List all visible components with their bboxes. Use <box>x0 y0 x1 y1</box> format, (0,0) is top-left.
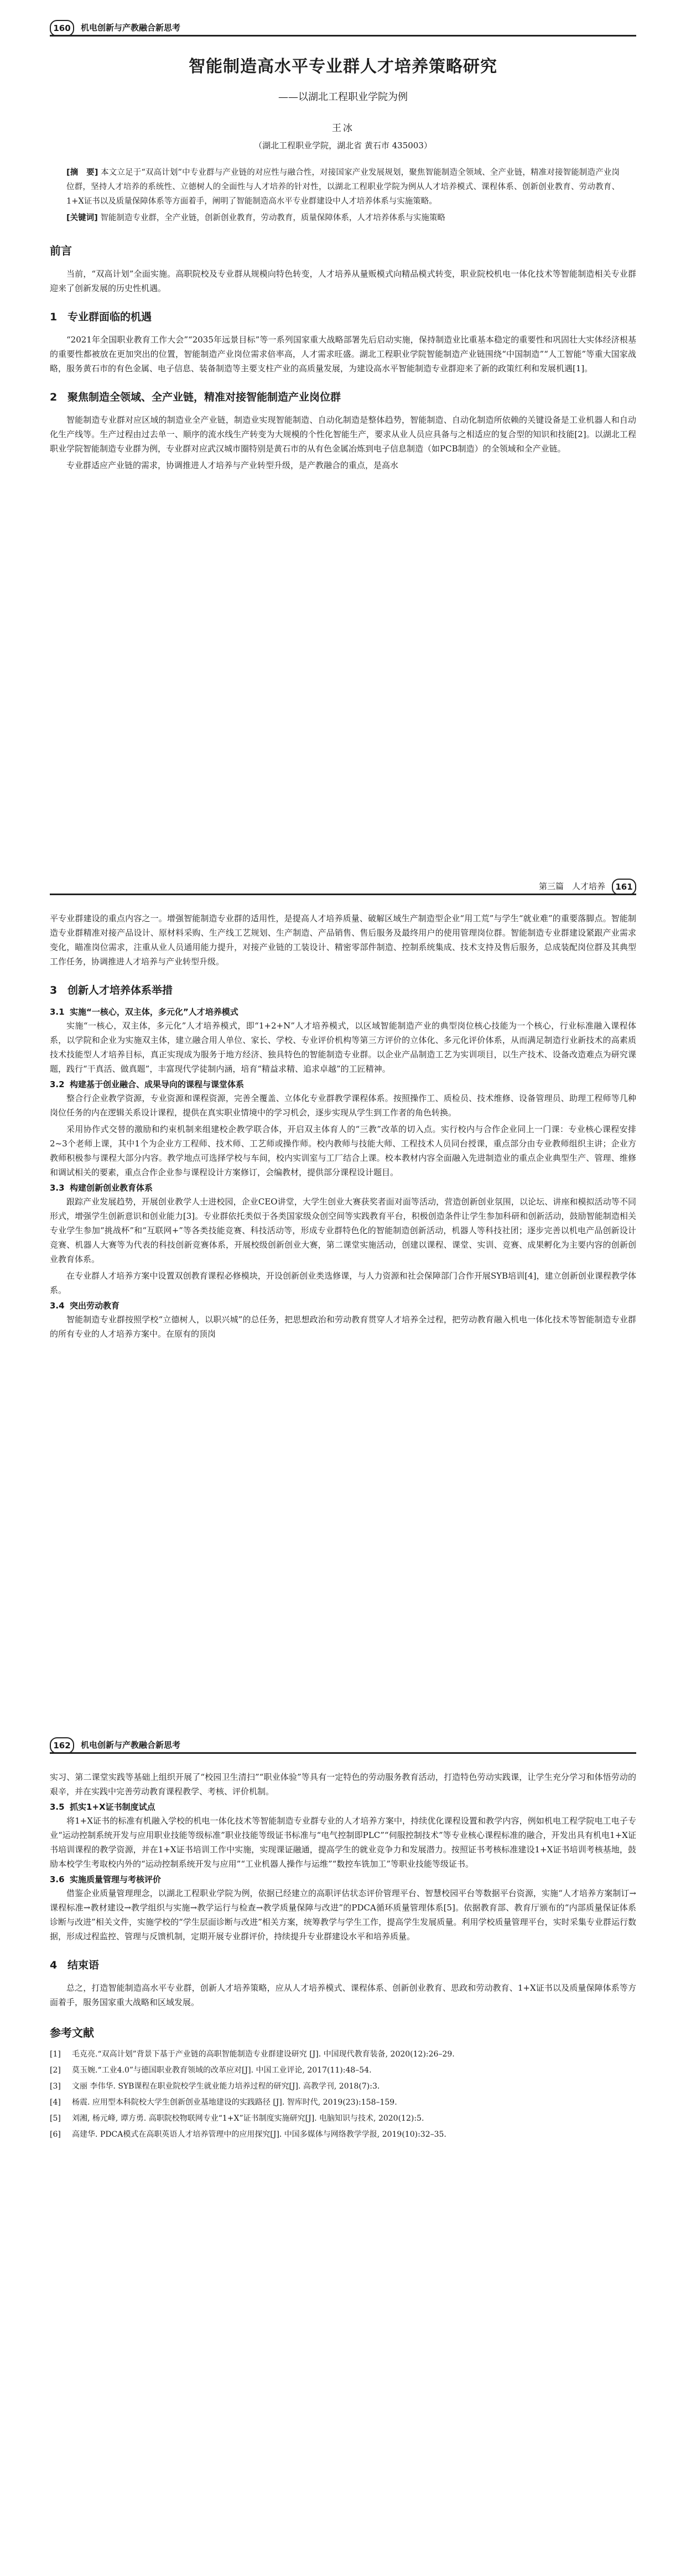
keywords-text: 智能制造专业群，全产业链，创新创业教育，劳动教育，质量保障体系，人才培养体系与实施策略 <box>100 214 445 222</box>
subsection-number: 3.3 <box>50 1183 65 1193</box>
reference-text: 毛克亮.“双高计划”背景下基于产业链的高职智能制造专业群建设研究 [J]. 中国现代教育装备, 2020(12):26–29. <box>72 2050 455 2059</box>
page-160 <box>0 0 686 859</box>
article-author: 王冰 <box>332 123 354 134</box>
section-heading-preface: 前言 <box>50 244 72 257</box>
paragraph: 平专业群建设的重点内容之一。增强智能制造专业群的适用性，是提高人才培养质量、破解区域生产制造型企业“用工荒”与学生“就业难”的重要落脚点。智能制造专业群精准对接产品设计、原材料采购、生产线工艺规划、生产制造、产品销售、售后服务及最终用户的使用管理岗位群。智能制造专业群建设紧跟产业需求变化，瞄准岗位需求，注重从业人员通用能力提升，对接产业链的工装设计、精密零部件制造、控制系统集成、技术支持及售后服务，总成装配岗位群及其典型工作任务，协调推进人才培养与产业转型升级。 <box>50 913 636 967</box>
section-number: 4 <box>50 1959 58 1971</box>
page-header <box>50 879 636 895</box>
running-title: 机电创新与产教融合新思考 <box>81 23 181 33</box>
page-content <box>50 53 636 475</box>
subsection-title: 实施“一核心，双主体，多元化”人才培养模式 <box>70 1007 238 1017</box>
running-title: 第三篇 人才培养 <box>538 881 605 891</box>
subsection-title: 构建基于创业融合、成果导向的课程与课堂体系 <box>70 1079 245 1089</box>
keywords <box>66 211 620 225</box>
page-header <box>50 1737 636 1754</box>
reference-number: [1] <box>50 2050 61 2059</box>
reference-item <box>50 2112 636 2126</box>
subsection-heading-3-4 <box>50 1300 636 1311</box>
references-heading: 参考文献 <box>50 2026 94 2039</box>
reference-number: [2] <box>50 2066 61 2075</box>
header-rule <box>50 35 636 37</box>
subsection-number: 3.1 <box>50 1007 65 1017</box>
reference-item <box>50 2064 636 2078</box>
abstract-label: [摘 要] <box>66 168 98 177</box>
paragraph: 在专业群人才培养方案中设置双创教育课程必修模块，开设创新创业类选修课，与人力资源和社会保障部门合作开展SYB培训[4]，建立创新创业课程教学体系。 <box>50 1271 636 1295</box>
article-title: 智能制造高水平专业群人才培养策略研究 <box>189 57 497 76</box>
reference-item <box>50 2096 636 2110</box>
paragraph: 总之，打造智能制造高水平专业群，创新人才培养策略，应从人才培养模式、课程体系、创新创业教育、思政和劳动教育、1+X证书以及质量保障体系等方面着手，服务国家重大战略和区域发展。 <box>50 1983 636 2007</box>
paragraph: 当前，“双高计划”全面实施。高职院校及专业群从规模向特色转变，人才培养从量贩模式向精品模式转变，职业院校机电一体化技术等智能制造相关专业群迎来了创新发展的历史性机遇。 <box>50 269 636 293</box>
paragraph: 将1+X证书的标准有机融入学校的机电一体化技术等智能制造专业群专业的人才培养方案中，持续优化课程设置和教学内容，例如机电工程学院电工电子专业“运动控制系统开发与应用职业技能等级标准”职业技能等级证书标准与“电气控制即PLC”“伺服控制技术”等专业核心课程标准的融合，开发出具有机电1+X证书培训课程的教学资源，并在1+X证书培训工作中实施，实现课证融通，提高学生的就业竞争力和发展潜力。按照证书考核标准建设1+X证书培训考核基地，鼓励本校学生考取校内外的“运动控制系统开发与应用”“工业机器人操作与运维”“数控车铣加工”等职业技能等级证书。 <box>50 1816 636 1869</box>
paragraph: 智能制造专业群按照学校“立德树人，以职兴城”的总任务，把思想政治和劳动教育贯穿人才培养全过程，把劳动教育融入机电一体化技术等智能制造专业群的所有专业的人才培养方案中。在原有的顶岗 <box>50 1315 636 1339</box>
subsection-title: 实施质量管理与考核评价 <box>70 1874 162 1884</box>
reference-item <box>50 2080 636 2094</box>
reference-text: 刘湘, 杨元峰, 谭方勇. 高职院校物联网专业“1+X”证书制度实施研究[J]. 电脑知识与技术, 2020(12):5. <box>72 2114 424 2123</box>
article-subtitle: ——以湖北工程职业学院为例 <box>278 91 408 103</box>
subsection-title: 构建创新创业教育体系 <box>70 1183 153 1193</box>
reference-text: 杨震. 应用型本科院校大学生创新创业基地建设的实践路径 [J]. 智库时代, 2019(23):158–159. <box>72 2098 397 2107</box>
paragraph: 整合行企业教学资源，专业资源和课程资源，完善全覆盖、立体化专业群教学课程体系。按照操作工、质检员、技术维修、设备管理员、助理工程师等几种岗位任务的内在逻辑关系设计课程，提供在真实职业情境中的学习机会，逐步实现从学生到工作者的角色转换。 <box>50 1093 636 1118</box>
abstract-text: 本文立足于“双高计划”中专业群与产业链的对应性与融合性，对接国家产业发展规划，聚焦智能制造全领域、全产业链，精准对接智能制造产业岗位群，坚持人才培养的系统性、立德树人的全面性与人才培养的针对性，以湖北工程职业学院为例从人才培养模式、课程体系、创新创业教育、劳动教育、1+X证书以及质量保障体系等方面着手，阐明了智能制造高水平专业群建设中人才培养体系与实施策略。 <box>66 168 620 206</box>
page-number: 160 <box>50 20 74 37</box>
page-number: 162 <box>50 1737 74 1754</box>
section-number: 1 <box>50 311 58 323</box>
reference-text: 高建华. PDCA模式在高职英语人才培养管理中的应用探究[J]. 中国多媒体与网络教学学报, 2019(10):32–35. <box>72 2130 446 2139</box>
section-number: 2 <box>50 391 58 403</box>
paragraph: 借鉴企业质量管理理念，以湖北工程职业学院为例，依据已经建立的高职评估状态评价管理平台、智慧校园平台等数据平台资源，实施“人才培养方案制订→课程标准→教材建设→教学组织与实施→教学运行与检查→教学质量保障与改进”的PDCA循环质量管理体系[5]。依据教育部、教育厅颁布的“内部质量保证体系诊断与改进”相关文件，实施学校的“学生层面诊断与改进”相关方案，统筹教学与学生工作，提高学生发展质量。利用学校质量管理平台，实时采集专业群运行数据，形成过程监控、管理与反馈机制，定期开展专业群评价，持续提升专业群建设水平和培养质量。 <box>50 1888 636 1941</box>
keywords-label: [关键词] <box>66 214 98 222</box>
reference-number: [6] <box>50 2130 61 2139</box>
subsection-heading-3-5 <box>50 1801 636 1812</box>
subsection-heading-3-2 <box>50 1078 636 1090</box>
section-title: 专业群面临的机遇 <box>67 311 152 323</box>
reference-item <box>50 2128 636 2142</box>
reference-number: [3] <box>50 2082 61 2091</box>
section-heading-4 <box>50 1957 636 1972</box>
paragraph: 实施“一核心，双主体，多元化”人才培养模式，即“1+2+N”人才培养模式，以区域智能制造产业的典型岗位核心技能为一个核心，行业标准融入课程体系，以学院和企业为实施双主体，建立融合用人单位、家长、学校、专业评价机构等第三方评价的立体化、多元化评价体系，从而满足制造行业新技术的高素质技术技能型人才培养目标，真正实现成为服务于地方经济、独具特色的智能制造专业群。以企业产品制造工艺为实训项目，以生产技术、设备改造难点为研究课题，践行“干真活、做真题”，丰富现代学徒制内涵，培育“精益求精、追求卓越”的工匠精神。 <box>50 1021 636 1074</box>
header-rule <box>50 894 636 895</box>
paragraph: 专业群适应产业链的需求，协调推进人才培养与产业转型升级，是产教融合的重点，是高水 <box>66 460 399 470</box>
section-number: 3 <box>50 984 58 996</box>
author-affiliation: （湖北工程职业学院，湖北省 黄石市 435003） <box>254 141 432 150</box>
header-rule <box>50 1752 636 1754</box>
subsection-heading-3-3 <box>50 1182 636 1193</box>
reference-text: 文丽 李伟华. SYB课程在职业院校学生就业能力培养过程的研究[J]. 高教学刊, 2018(7):3. <box>72 2082 380 2091</box>
subsection-number: 3.4 <box>50 1301 65 1311</box>
section-title: 结束语 <box>67 1959 100 1971</box>
section-heading-2 <box>50 389 636 404</box>
section-title: 聚焦制造全领域、全产业链，精准对接智能制造产业岗位群 <box>67 391 341 403</box>
subsection-title: 抓实1+X证书制度试点 <box>70 1802 155 1812</box>
section-heading-3 <box>50 982 636 997</box>
paragraph: 实习、第二课堂实践等基础上组织开展了“校园卫生清扫”“职业体验”等具有一定特色的劳动服务教育活动，打造特色劳动实践课，让学生充分学习和体悟劳动的艰辛，并在实践中完善劳动教育课程教学、考核、评价机制。 <box>50 1772 636 1796</box>
abstract <box>66 165 620 209</box>
paragraph: 采用协作式交替的激励和约束机制来组建校企教学联合体，开启双主体育人的“三教”改革的切入点。实行校内与合作企业同上一门课：专业核心课程安排2~3个老师上课，其中1个为企业方工程师、技术师、工艺师或操作师。校内教师与技能大师、工程技术人员同台授课，重点部分由专业教师组织主讲；企业方教师积极参与课程大部分内容。教学地点可选择学校与车间，校内实训室与工厂结合上课。校本教材内容全面融入先进制造业的重点企业典型生产、管理、维修和调试相关的要素，重点合作企业参与课程设计方案修订，会编教材，提供部分课程设计题目。 <box>50 1124 636 1177</box>
reference-item <box>50 2048 636 2061</box>
subsection-number: 3.2 <box>50 1079 65 1089</box>
section-heading-1 <box>50 309 636 324</box>
reference-text: 莫玉婉.“工业4.0”与德国职业教育领域的改革应对[J]. 中国工业评论, 2017(11):48–54. <box>72 2066 372 2075</box>
subsection-title: 突出劳动教育 <box>70 1301 120 1311</box>
running-title: 机电创新与产教融合新思考 <box>81 1740 181 1750</box>
reference-number: [5] <box>50 2114 61 2123</box>
page-content <box>50 911 636 1343</box>
page-162 <box>0 1717 686 2576</box>
subsection-number: 3.5 <box>50 1802 65 1812</box>
page-number: 161 <box>612 879 636 895</box>
subsection-heading-3-1 <box>50 1006 636 1017</box>
paragraph: 跟踪产业发展趋势，开展创业教学人士进校园，企业CEO讲堂，大学生创业大赛获奖者面对面等活动，营造创新创业氛围，以论坛、讲座和模拟活动等不同形式，增强学生创新意识和创业能力[3]。专业群依托类似于各类国家级众创空间等实践教育平台，积极创造条件让学生参加科研和创新活动，鼓励智能制造相关专业学生参加“挑战杯”和“互联网+”等各类技能竞赛、科技活动等，形成专业群特色化的智能制造创新活动，机器人等科技社团；逐步完善以机电产品创新设计竞赛、机器人大赛等为代表的科技创新竞赛体系，开展校级创新创业大赛，第二课堂实施活动，创建以课程、课堂、实训、竞赛、成果孵化为主要内容的创新创业教育体系。 <box>50 1197 636 1264</box>
paragraph: 智能制造专业群对应区域的制造业全产业链，制造业实现智能制造、自动化制造是整体趋势，智能制造、自动化制造所依赖的关键设备是工业机器人和自动化生产线等。生产过程由过去单一、顺序的流水线生产转变为大规模的个性化智能生产，要求从业人员应具备与之相适应的复合型的知识和技能[2]。以湖北工程职业学院智能制造专业群为例，专业群对应武汉城市圈特别是黄石市的从有色金属冶炼到电子信息制造（如PCB制造）的全领域和全产业链。 <box>50 415 636 454</box>
subsection-number: 3.6 <box>50 1874 65 1884</box>
section-title: 创新人才培养体系举措 <box>67 984 173 996</box>
page-header <box>50 20 636 37</box>
reference-number: [4] <box>50 2098 61 2107</box>
page-content <box>50 1770 636 2144</box>
paragraph: “2021年全国职业教育工作大会”“2035年远景目标”等一系列国家重大战略部署先后启动实施，保持制造业比重基本稳定的重要性和巩固壮大实体经济根基的重要性都被放在更加突出的位置，智能制造产业岗位需求倍率高，人才需求旺盛。湖北工程职业学院智能制造产业链围绕“中国制造”“人工智能”等重大国家战略，服务黄石市的有色金属、电子信息、装备制造等主要支柱产业的高质量发展，为建设高水平智能制造专业群迎来了新的政策红利和发展机遇[1]。 <box>50 335 636 373</box>
page-161 <box>0 859 686 1717</box>
subsection-heading-3-6 <box>50 1873 636 1885</box>
